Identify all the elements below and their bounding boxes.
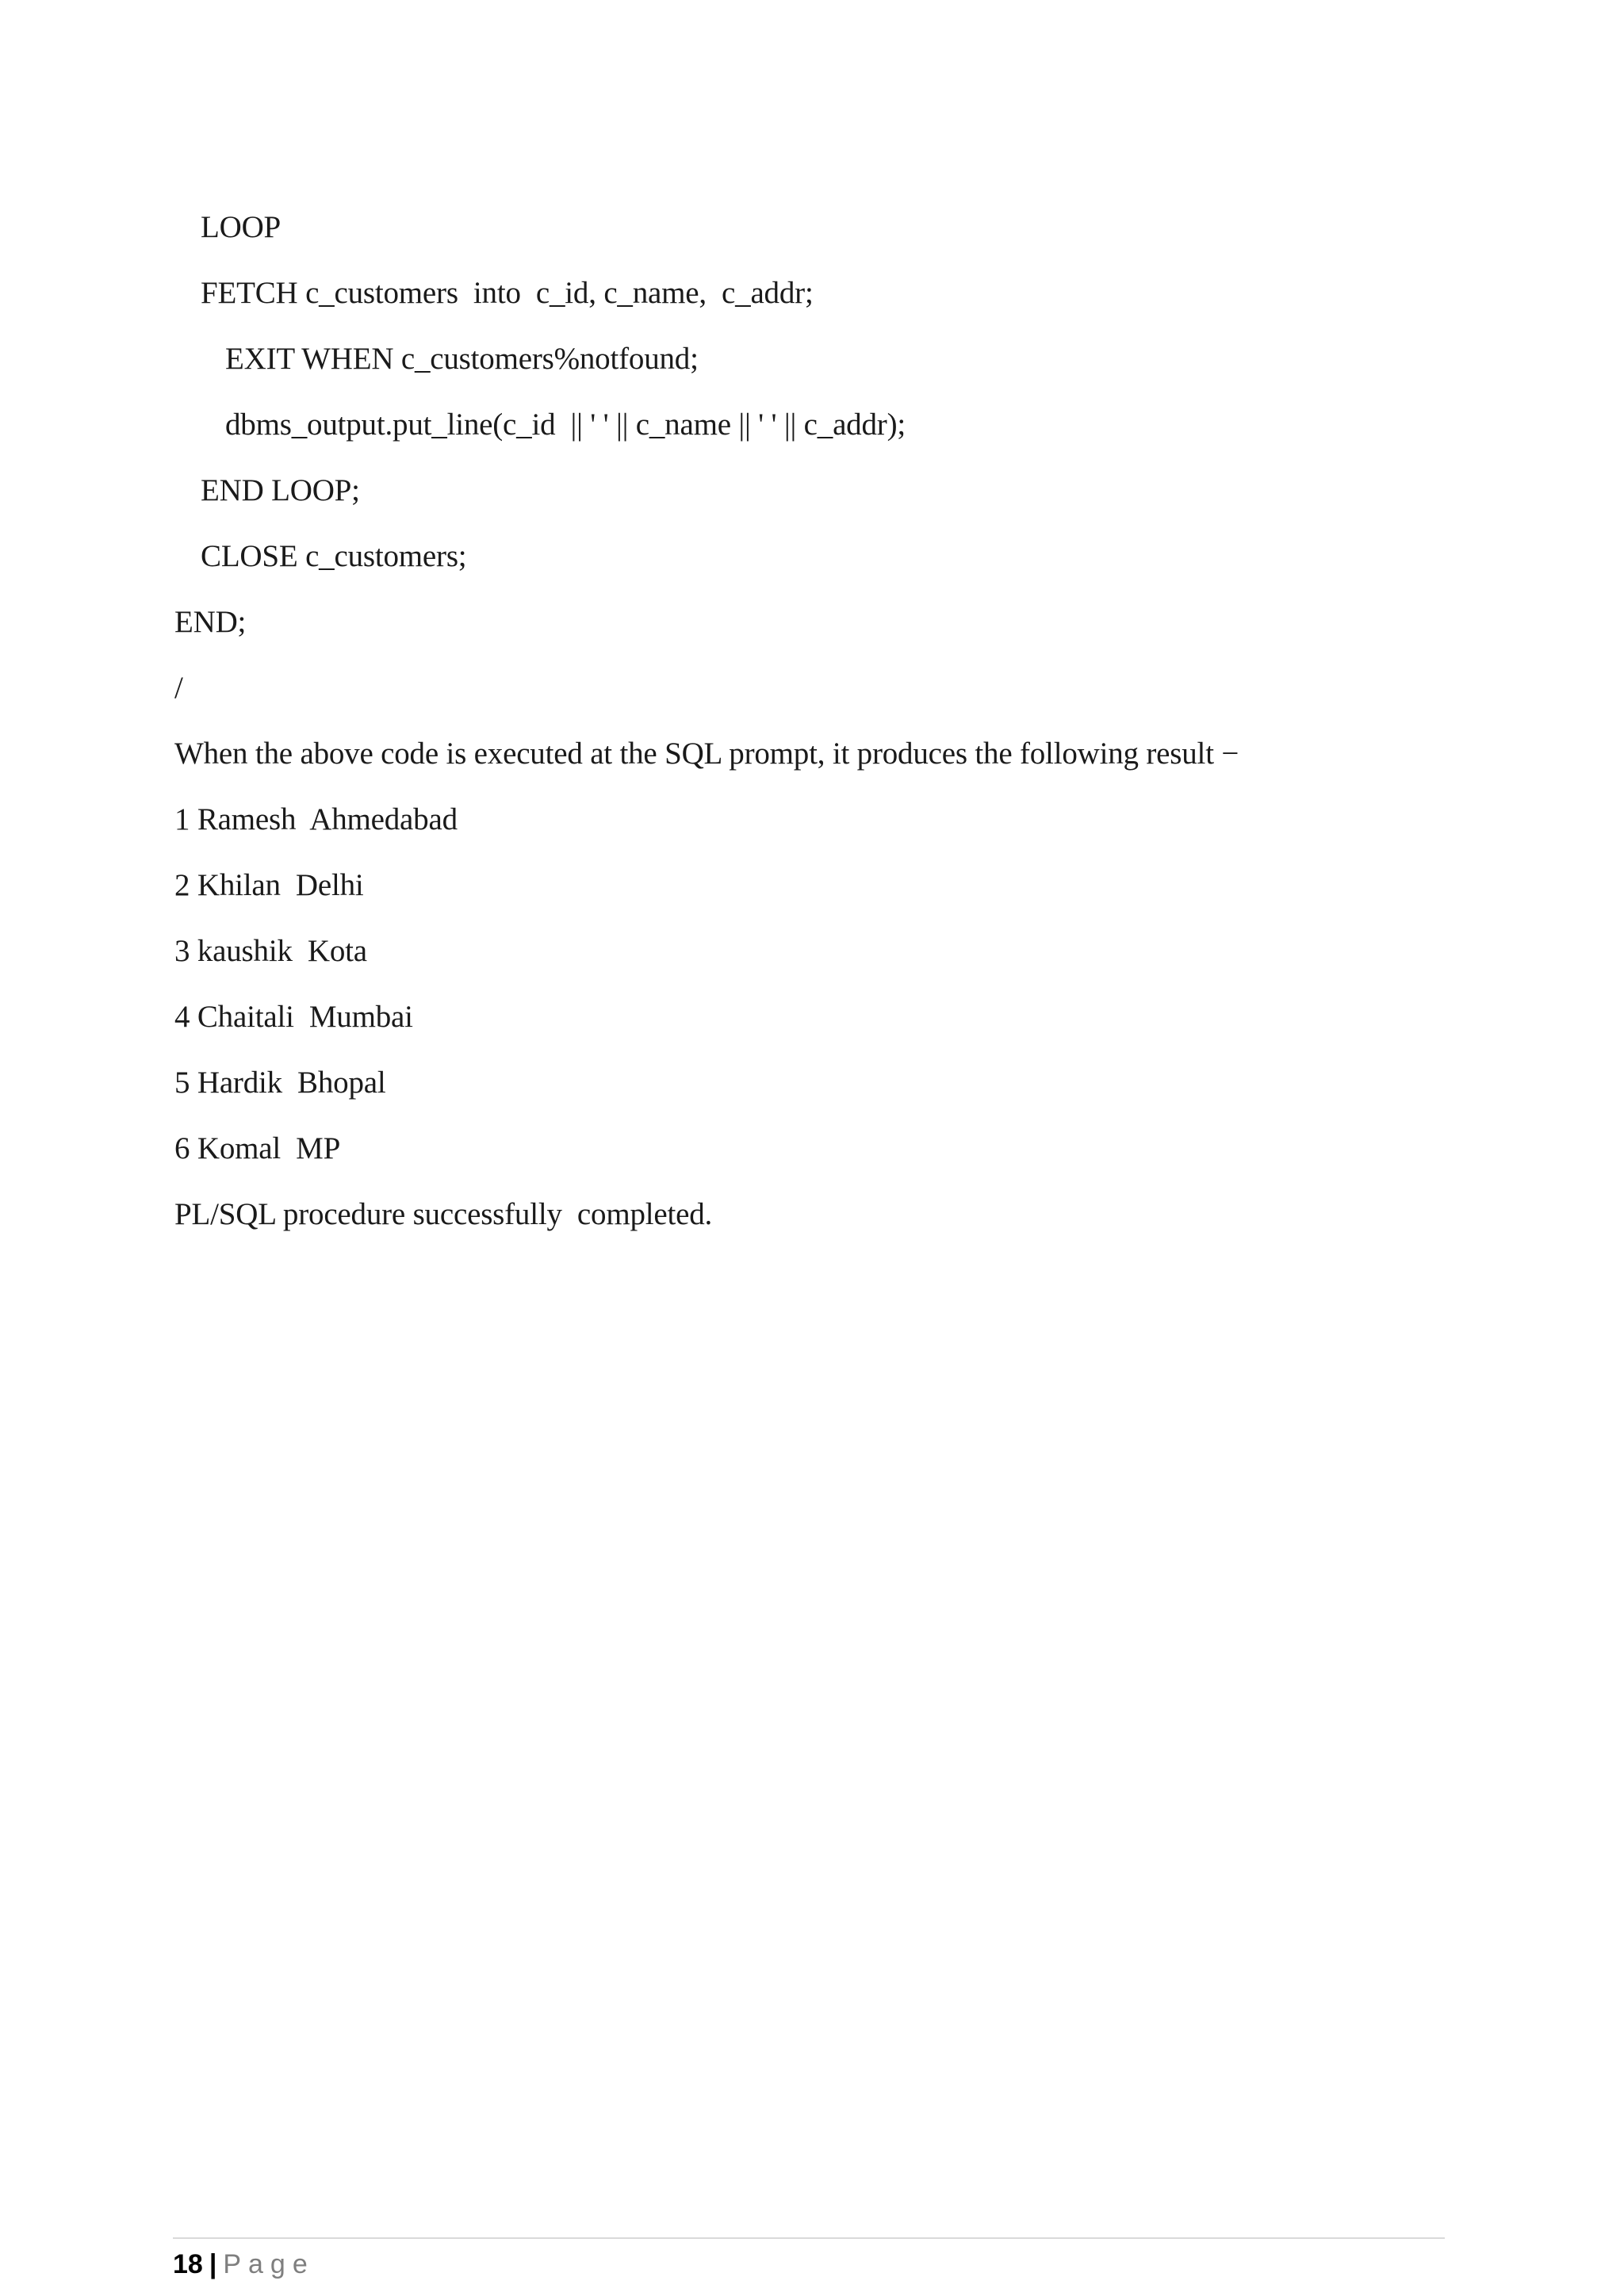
document-body	[174, 194, 1443, 1247]
code-line: END;	[174, 605, 247, 639]
result-row: 3 kaushik Kota	[174, 934, 367, 968]
page-number: 18	[173, 2249, 203, 2279]
page-label: Page	[223, 2249, 315, 2279]
footer-separator: |	[209, 2249, 217, 2279]
result-row: 5 Hardik Bhopal	[174, 1066, 386, 1100]
intro-paragraph: When the above code is executed at the SQL prompt, it produces the following result −	[174, 737, 1239, 771]
code-line: EXIT WHEN c_customers%notfound;	[225, 342, 699, 376]
code-line: LOOP	[201, 210, 282, 244]
result-row: 2 Khilan Delhi	[174, 868, 364, 902]
result-row: 6 Komal MP	[174, 1131, 341, 1165]
page-footer	[173, 2237, 1445, 2282]
code-line: CLOSE c_customers;	[201, 539, 467, 573]
result-row: 4 Chaitali Mumbai	[174, 1000, 413, 1034]
code-line: FETCH c_customers into c_id, c_name, c_addr;	[201, 276, 814, 310]
code-line: /	[174, 671, 183, 705]
code-line: END LOOP;	[201, 473, 360, 507]
result-row: 1 Ramesh Ahmedabad	[174, 802, 458, 836]
code-line: dbms_output.put_line(c_id || ' ' || c_name || ' ' || c_addr);	[225, 408, 906, 442]
completion-message: PL/SQL procedure successfully completed.	[174, 1197, 713, 1231]
